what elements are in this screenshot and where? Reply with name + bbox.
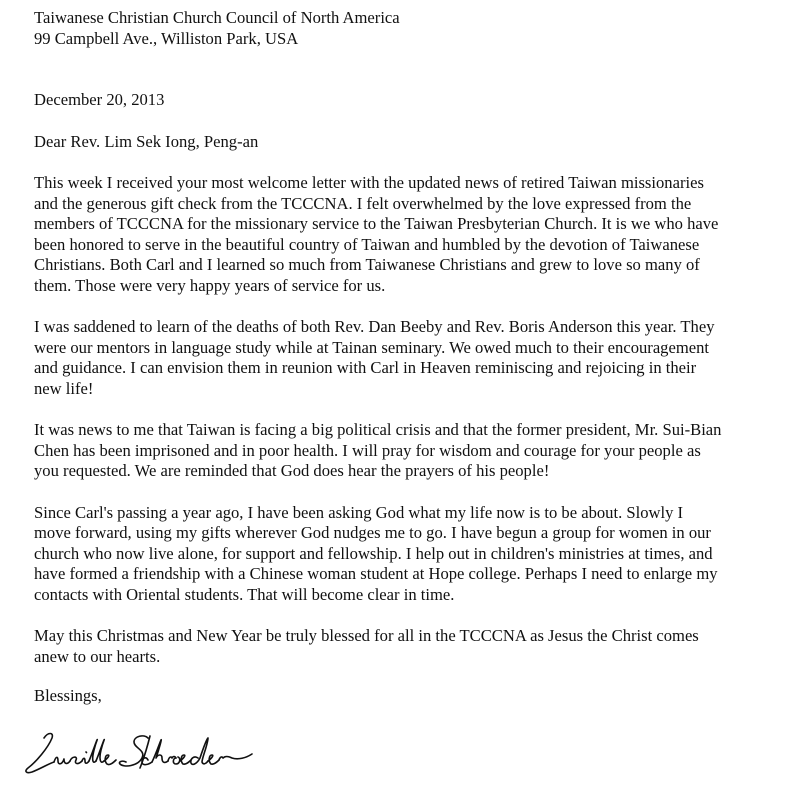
paragraph-line: I was saddened to learn of the deaths of both Rev. Dan Beeby and Rev. Boris Anderson this year. They [34,317,715,336]
paragraph-line: It was news to me that Taiwan is facing a big political crisis and that the former president, Mr. Sui-Bian [34,420,722,439]
paragraph-line: Since Carl's passing a year ago, I have been asking God what my life now is to be about. Slowly I [34,502,684,522]
paragraph-line: and the generous gift check from the TCCCNA. I felt overwhelmed by the love expressed from the [34,193,692,213]
paragraph-line: you requested. We are reminded that God does hear the prayers of his people! [34,461,550,480]
paragraph-line: and guidance. I can envision them in reunion with Carl in Heaven reminiscing and rejoicing in their [34,358,697,377]
sender-address: 99 Campbell Ave., Williston Park, USA [34,28,299,48]
paragraph-line: May this Christmas and New Year be truly blessed for all in the TCCCNA as Jesus the Christ comes [34,626,699,645]
handwritten-signature [20,728,260,778]
paragraph-line: Chen has been imprisoned and in poor health. I will pray for wisdom and courage for your people as [34,440,701,460]
closing: Blessings, [34,686,102,705]
paragraph-line: been honored to serve in the beautiful country of Taiwan and humbled by the devotion of Taiwanese [34,234,700,254]
paragraph-5 [34,626,784,667]
paragraph-line: anew to our hearts. [34,646,161,666]
paragraph-line: church who now live alone, for support and fellowship. I help out in children's ministries at times, and [34,543,713,563]
paragraph-line: contacts with Oriental students. That will become clear in time. [34,584,455,604]
paragraph-4 [34,503,784,606]
paragraph-2 [34,317,784,399]
paragraph-line: members of TCCCNA for the missionary service to the Taiwan Presbyterian Church. It is we who have [34,214,719,233]
paragraph-3 [34,420,784,482]
paragraph-line: move forward, using my gifts wherever God nudges me to go. I have begun a group for women in our [34,523,711,542]
paragraph-line: have formed a friendship with a Chinese woman student at Hope college. Perhaps I need to enlarge my [34,564,718,583]
letterhead [34,8,784,49]
salutation: Dear Rev. Lim Sek Iong, Peng-an [34,131,259,151]
paragraph-line: them. Those were very happy years of service for us. [34,275,386,295]
paragraph-line: This week I received your most welcome letter with the updated news of retired Taiwan missionaries [34,173,704,192]
paragraph-line: were our mentors in language study while at Tainan seminary. We owed much to their encouragement [34,337,710,357]
letter-body [34,8,784,707]
paragraph-line: new life! [34,378,94,398]
letter-date: December 20, 2013 [34,90,165,109]
signature-drawing [20,728,260,778]
paragraph-line: Christians. Both Carl and I learned so much from Taiwanese Christians and grew to love so many of [34,255,700,274]
paragraph-1 [34,173,784,296]
sender-name: Taiwanese Christian Church Council of North America [34,8,400,27]
